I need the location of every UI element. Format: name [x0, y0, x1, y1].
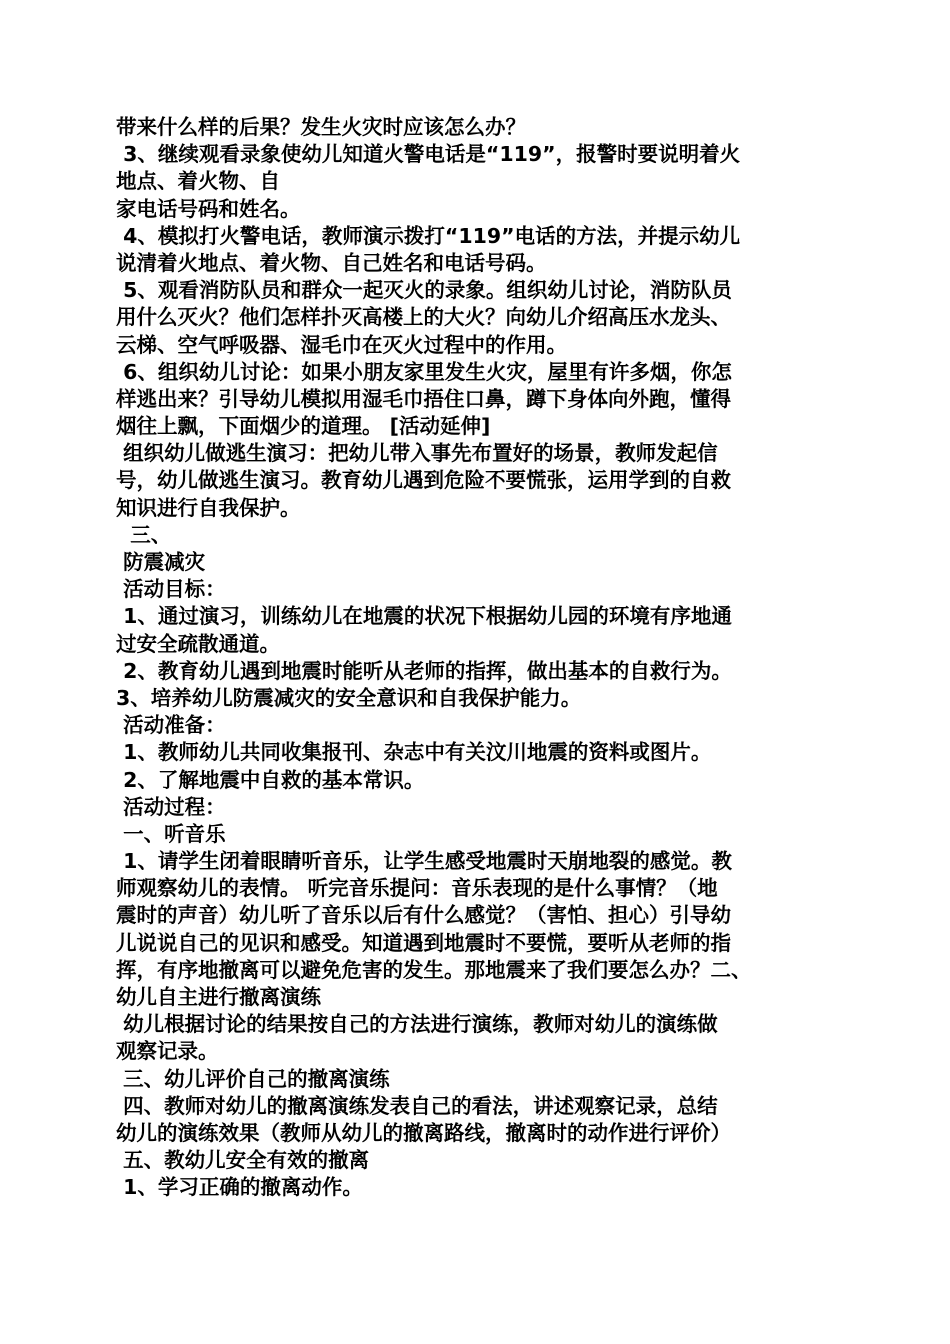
text-line: 幼儿的演练效果（教师从幼儿的撤离路线，撤离时的动作进行评价）: [116, 1120, 731, 1145]
text-line: 儿说说自己的见识和感受。知道遇到地震时不要慌，要听从老师的指: [116, 930, 731, 955]
document-page: [116, 114, 846, 1202]
text-line: 用什么灭火？他们怎样扑灭高楼上的大火？向幼儿介绍高压水龙头、: [116, 305, 731, 330]
text-line: 5、观看消防队员和群众一起灭火的录象。组织幼儿讨论，消防队员: [116, 278, 732, 303]
text-line: 地点、着火物、自: [116, 169, 280, 194]
subheading: 活动目标：: [116, 577, 226, 602]
text-line: 挥，有序地撤离可以避免危害的发生。那地震来了我们要怎么办？二、: [116, 957, 752, 982]
step-heading: 一、听音乐: [116, 821, 226, 846]
text-line: 2、了解地震中自救的基本常识。: [116, 767, 425, 792]
text-line: 1、教师幼儿共同收集报刊、杂志中有关汶川地震的资料或图片。: [116, 740, 712, 765]
text-line: 烟往上飘，下面烟少的道理。 [活动延伸]: [116, 414, 491, 439]
text-line: 过安全疏散通道。: [116, 631, 280, 656]
text-line: 震时的声音）幼儿听了音乐以后有什么感觉？（害怕、担心）引导幼: [116, 903, 731, 928]
text-line: 四、教师对幼儿的撤离演练发表自己的看法，讲述观察记录，总结: [116, 1093, 718, 1118]
section-title: 防震减灾: [116, 550, 206, 574]
text-line: 幼儿自主进行撤离演练: [116, 985, 321, 1009]
text-line: 2、教育幼儿遇到地震时能听从老师的指挥，做出基本的自救行为。: [116, 658, 732, 683]
step-heading: 五、教幼儿安全有效的撤离: [116, 1148, 370, 1173]
text-line: 幼儿根据讨论的结果按自己的方法进行演练，教师对幼儿的演练做: [116, 1012, 718, 1037]
text-line: 3、继续观看录象使幼儿知道火警电话是“119”，报警时要说明着火: [116, 142, 741, 167]
text-line: 3、培养幼儿防震减灾的安全意识和自我保护能力。: [116, 685, 582, 710]
text-line: 家电话号码和姓名。: [116, 196, 301, 221]
text-line: 样逃出来？引导幼儿模拟用湿毛巾捂住口鼻，蹲下身体向外跑，懂得: [116, 386, 731, 411]
text-line: 1、学习正确的撤离动作。: [116, 1175, 363, 1200]
text-line: 说清着火地点、着火物、自己姓名和电话号码。: [116, 250, 547, 275]
text-line: 知识进行自我保护。: [116, 495, 301, 520]
text-line: 组织幼儿做逃生演习：把幼儿带入事先布置好的场景，教师发起信: [116, 441, 718, 466]
text-line: 6、组织幼儿讨论：如果小朋友家里发生火灾，屋里有许多烟，你怎: [116, 359, 732, 384]
subheading: 活动准备：: [116, 713, 226, 738]
text-line: 云梯、空气呼吸器、湿毛巾在灭火过程中的作用。: [116, 332, 567, 357]
text-line: 观察记录。: [116, 1039, 219, 1064]
text-line: 师观察幼儿的表情。 听完音乐提问：音乐表现的是什么事情？（地: [116, 876, 718, 901]
text-line: 1、请学生闭着眼睛听音乐，让学生感受地震时天崩地裂的感觉。教: [116, 849, 732, 874]
subheading: 活动过程：: [116, 794, 226, 819]
text-line: 号，幼儿做逃生演习。教育幼儿遇到危险不要慌张，运用学到的自救: [116, 468, 731, 493]
section-number: 三、: [116, 522, 172, 547]
text-line: 4、模拟打火警电话，教师演示拨打“119”电话的方法，并提示幼儿: [116, 223, 741, 248]
text-line: 带来什么样的后果？发生火灾时应该怎么办？: [116, 115, 526, 139]
text-line: 1、通过演习，训练幼儿在地震的状况下根据幼儿园的环境有序地通: [116, 604, 732, 629]
step-heading: 三、幼儿评价自己的撤离演练: [116, 1066, 390, 1091]
